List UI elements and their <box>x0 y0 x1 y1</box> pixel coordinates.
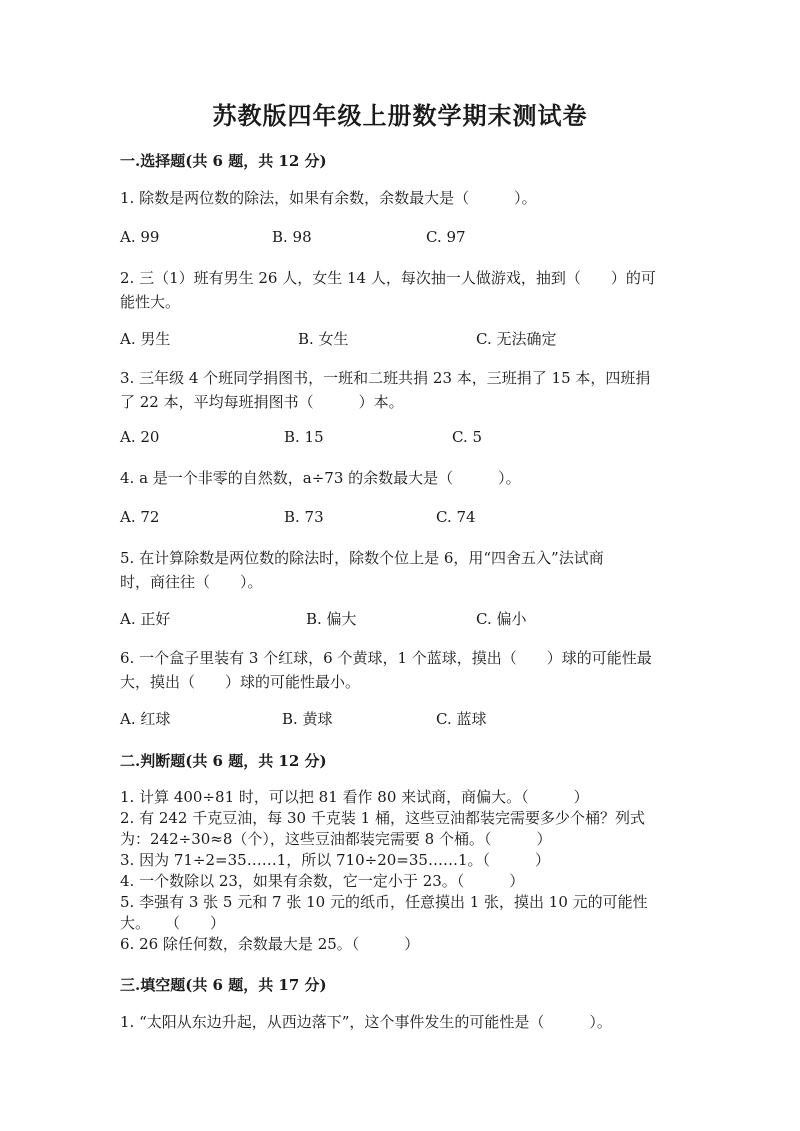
question-line: 3. 因为 71÷2=35……1，所以 710÷20=35……1。（ ） <box>120 851 550 869</box>
choice-question-2 <box>120 266 680 314</box>
option-b: B. 女生 <box>298 330 349 348</box>
judgement-question-6 <box>120 934 680 955</box>
option-b: B. 98 <box>272 228 312 246</box>
option-c: C. 蓝球 <box>436 710 487 728</box>
choice-question-6 <box>120 646 680 694</box>
question-line: 1. 计算 400÷81 时，可以把 81 看作 80 来试商，商偏大。（ ） <box>120 788 589 806</box>
judgement-question-3 <box>120 850 680 871</box>
option-c: C. 无法确定 <box>476 330 557 348</box>
question-line: 大，摸出（ ）球的可能性最小。 <box>120 673 361 691</box>
page-title: 苏教版四年级上册数学期末测试卷 <box>212 101 588 130</box>
option-b: B. 73 <box>284 508 324 526</box>
question-line: 大。 （ ） <box>120 914 226 932</box>
question-line: 能性大。 <box>120 293 181 311</box>
option-a: A. 男生 <box>120 330 171 348</box>
question-line: 为：242÷30≈8（个），这些豆油都装完需要 8 个桶。（ ） <box>120 830 552 848</box>
fill-question-1 <box>120 1010 680 1034</box>
question-line: 2. 有 242 千克豆油，每 30 千克装 1 桶，这些豆油都装完需要多少个桶？列式 <box>120 809 645 827</box>
option-a: A. 红球 <box>120 710 171 728</box>
choice-question-4 <box>120 466 680 490</box>
judgement-question-5 <box>120 892 680 934</box>
section-heading-fill: 三.填空题(共 6 题，共 17 分) <box>120 976 327 994</box>
question-line: 了 22 本，平均每班捐图书（ ）本。 <box>120 393 404 411</box>
choice-question-5 <box>120 546 680 594</box>
question-line: 5. 在计算除数是两位数的除法时，除数个位上是 6，用“四舍五入”法试商 <box>120 549 604 567</box>
option-c: C. 偏小 <box>476 610 527 628</box>
question-line: 6. 26 除任何数，余数最大是 25。（ ） <box>120 935 420 953</box>
question-line: 3. 三年级 4 个班同学捐图书，一班和二班共捐 23 本，三班捐了 15 本，四班捐 <box>120 369 651 387</box>
option-b: B. 黄球 <box>282 710 333 728</box>
choice-question-3 <box>120 366 680 414</box>
option-b: B. 15 <box>284 428 324 446</box>
question-line: 4. a 是一个非零的自然数，a÷73 的余数最大是（ ）。 <box>120 469 521 487</box>
question-line: 5. 李强有 3 张 5 元和 7 张 10 元的纸币，任意摸出 1 张，摸出 10 元的可能性 <box>120 893 648 911</box>
option-a: A. 正好 <box>120 610 171 628</box>
judgement-question-4 <box>120 871 680 892</box>
question-line: 2. 三（1）班有男生 26 人，女生 14 人，每次抽一人做游戏，抽到（ ）的可 <box>120 269 656 287</box>
option-c: C. 97 <box>426 228 466 246</box>
option-a: A. 72 <box>120 508 160 526</box>
question-line: 时，商往往（ ）。 <box>120 573 263 591</box>
question-line: 4. 一个数除以 23，如果有余数，它一定小于 23。（ ） <box>120 872 525 890</box>
judgement-question-1 <box>120 787 680 808</box>
option-c: C. 74 <box>436 508 476 526</box>
question-line: 1. 除数是两位数的除法，如果有余数，余数最大是（ ）。 <box>120 189 537 207</box>
option-a: A. 20 <box>120 428 160 446</box>
judgement-question-2 <box>120 808 680 850</box>
option-c: C. 5 <box>452 428 483 446</box>
section-heading-choice: 一.选择题(共 6 题，共 12 分) <box>120 152 327 170</box>
option-b: B. 偏大 <box>306 610 357 628</box>
section-heading-judgement: 二.判断题(共 6 题，共 12 分) <box>120 752 327 770</box>
question-line: 6. 一个盒子里装有 3 个红球，6 个黄球，1 个蓝球，摸出（ ）球的可能性最 <box>120 649 652 667</box>
choice-question-1 <box>120 186 680 210</box>
option-a: A. 99 <box>120 228 160 246</box>
question-line: 1. “太阳从东边升起，从西边落下”，这个事件发生的可能性是（ ）。 <box>120 1013 612 1031</box>
